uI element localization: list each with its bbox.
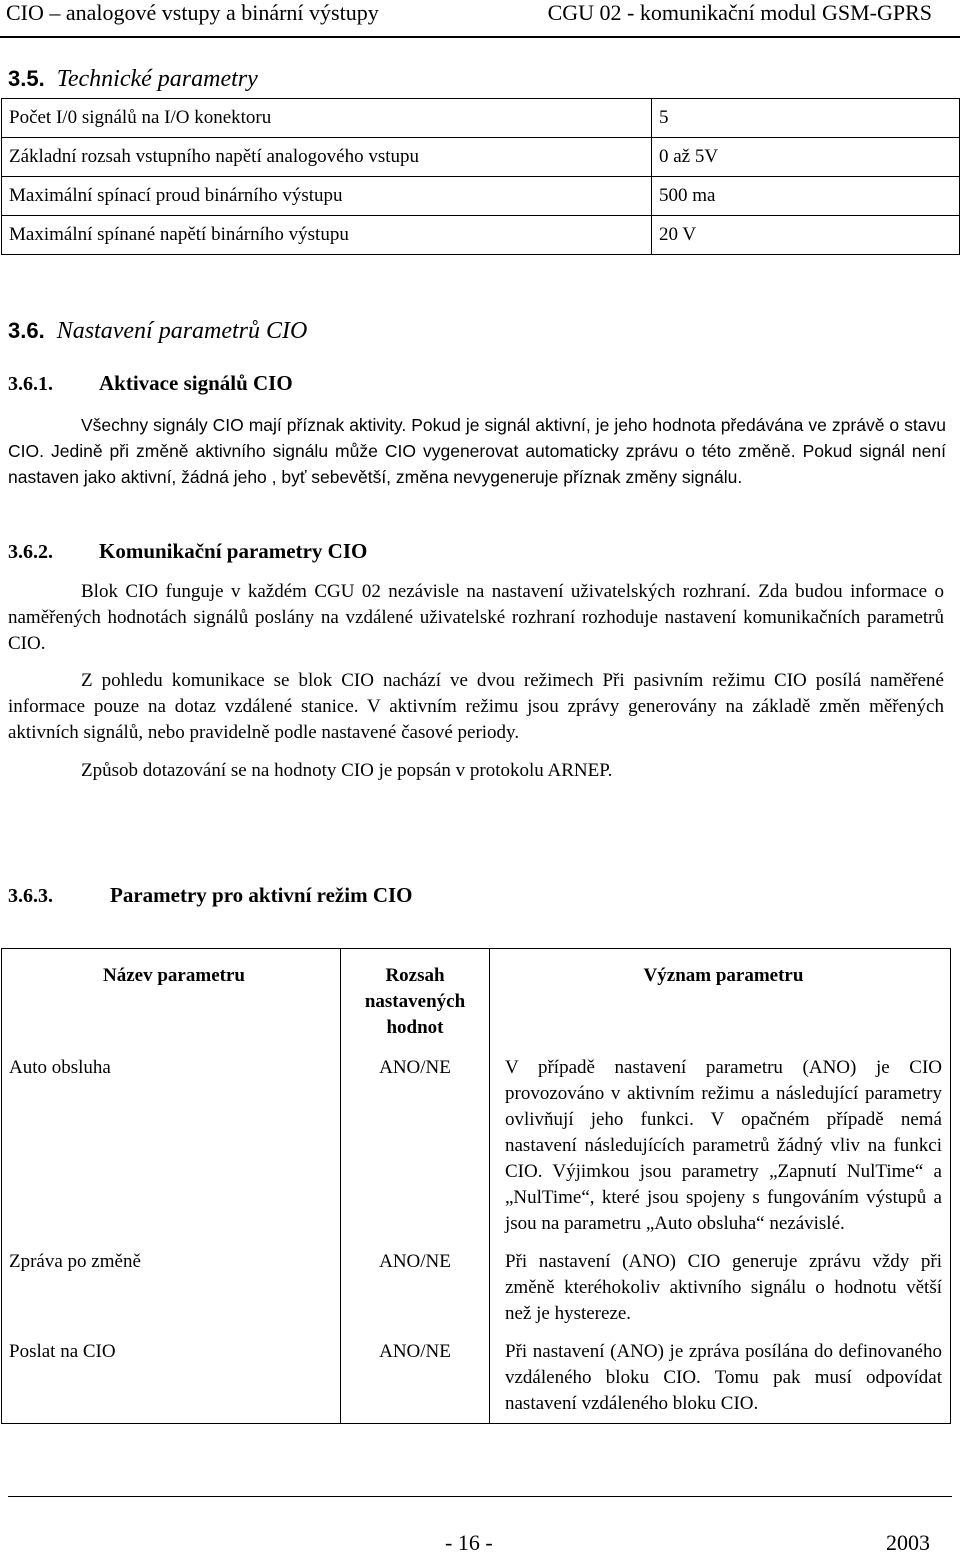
- parameter-range: ANO/NE: [341, 1051, 490, 1245]
- section-3-6-3-heading: [8, 883, 413, 908]
- footer-year: 2003: [886, 1530, 930, 1555]
- spec-label: Základní rozsah vstupního napětí analogového vstupu: [2, 138, 652, 177]
- subsection-title: Komunikační parametry CIO: [99, 539, 368, 563]
- spec-label: Počet I/0 signálů na I/O konektoru: [2, 99, 652, 138]
- spec-value: 5: [652, 99, 960, 138]
- table-row: [2, 1335, 951, 1424]
- section-3-6-1-heading: [8, 371, 293, 396]
- table-row: [2, 1245, 951, 1335]
- parameter-name: Auto obsluha: [2, 1051, 341, 1245]
- parameter-meaning: Při nastavení (ANO) je zpráva posílána do definovaného vzdáleného bloku CIO. Tomu pak musí odpovídat nastavení vzdáleného bloku CIO.: [490, 1335, 951, 1424]
- table-row: [2, 216, 960, 255]
- spec-value: 20 V: [652, 216, 960, 255]
- table-row: [2, 99, 960, 138]
- spec-label: Maximální spínací proud binárního výstupu: [2, 177, 652, 216]
- section-number: 3.6.: [8, 318, 45, 343]
- section-3-5-heading: [8, 66, 258, 93]
- subsection-number: 3.6.3.: [8, 885, 53, 907]
- parameter-name: Poslat na CIO: [2, 1335, 341, 1424]
- page-number: - 16 -: [445, 1530, 493, 1555]
- spec-value: 0 až 5V: [652, 138, 960, 177]
- header-rule: [0, 36, 960, 38]
- header-right: CGU 02 - komunikační modul GSM-GPRS: [547, 0, 932, 25]
- footer-rule: [8, 1496, 952, 1497]
- section-3-6-2-heading: [8, 539, 367, 564]
- paragraph: Z pohledu komunikace se blok CIO nachází ve dvou režimech Při pasivním režimu CIO posílá naměřené informace pouze na dotaz vzdálené stanice. V aktivním režimu jsou zprávy generovány na základě změn měřených aktivních signálů, nebo pravidelně podle nastavené časové periody.: [8, 670, 944, 743]
- parameter-meaning: V případě nastavení parametru (ANO) je CIO provozováno v aktivním režimu a následující parametry ovlivňují jeho funkci. V opačném případě nemá nastavení následujících parametrů žádný vliv na funkci CIO. Výjimkou jsou parametry „Zapnutí NulTime“ a „NulTime“, které jsou spojeny s fungováním výstupů a jsou na parametru „Auto obsluha“ nezávislé.: [490, 1051, 951, 1245]
- spec-label: Maximální spínané napětí binárního výstupu: [2, 216, 652, 255]
- paragraph: Blok CIO funguje v každém CGU 02 nezávisle na nastavení uživatelských rozhraní. Zda budou informace o naměřených hodnotách signálů poslány na vzdálené uživatelské rozhraní rozhoduje nastavení komunikačních parametrů CIO.: [8, 581, 944, 654]
- technical-parameters-table: [1, 98, 960, 255]
- table-row: [2, 138, 960, 177]
- subsection-title: Aktivace signálů CIO: [99, 371, 293, 395]
- table-header-row: [2, 949, 951, 1052]
- subsection-number: 3.6.2.: [8, 541, 53, 563]
- section-3-6-1-text: Všechny signály CIO mají příznak aktivity. Pokud je signál aktivní, je jeho hodnota předávána ve zprávě o stavu CIO. Jedině při změně aktivního signálu může CIO vygenerovat automaticky zprávu o této změně. Pokud signál není nastaven jako aktivní, žádná jeho , byť sebevětší, změna nevygeneruje příznak změny signálu.: [8, 415, 946, 487]
- column-header-name: Název parametru: [2, 949, 341, 1052]
- column-header-range: Rozsah nastavených hodnot: [341, 949, 490, 1052]
- parameter-name: Zpráva po změně: [2, 1245, 341, 1335]
- header-left: CIO – analogové vstupy a binární výstupy: [6, 0, 379, 25]
- subsection-title: Parametry pro aktivní režim CIO: [110, 883, 413, 907]
- table-row: [2, 177, 960, 216]
- section-title: Nastavení parametrů CIO: [56, 318, 308, 344]
- parameter-range: ANO/NE: [341, 1245, 490, 1335]
- parameter-meaning: Při nastavení (ANO) CIO generuje zprávu vždy při změně kteréhokoliv aktivního signálu o hodnotu větší než je hystereze.: [490, 1245, 951, 1335]
- paragraph: Způsob dotazování se na hodnoty CIO je popsán v protokolu ARNEP.: [81, 760, 613, 781]
- section-number: 3.5.: [8, 66, 45, 91]
- section-title: Technické parametry: [56, 66, 258, 92]
- active-mode-parameters-table: [1, 948, 951, 1424]
- parameter-range: ANO/NE: [341, 1335, 490, 1424]
- column-header-meaning: Význam parametru: [490, 949, 951, 1052]
- section-3-6-heading: [8, 318, 307, 345]
- spec-value: 500 ma: [652, 177, 960, 216]
- subsection-number: 3.6.1.: [8, 373, 53, 395]
- table-row: [2, 1051, 951, 1245]
